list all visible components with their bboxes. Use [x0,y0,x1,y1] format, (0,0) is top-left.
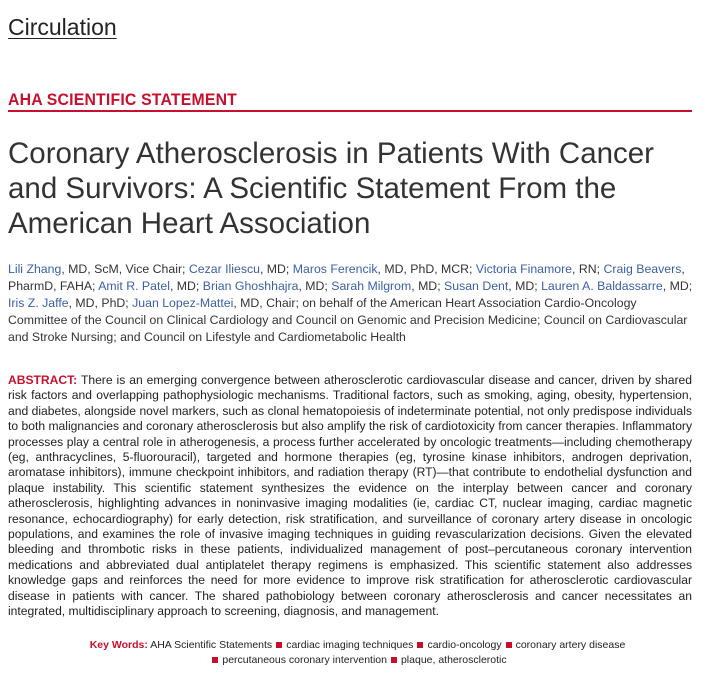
author-link[interactable]: Cezar Iliescu [188,262,260,276]
author-credentials: , MD; [259,262,293,276]
keyword[interactable]: coronary artery disease [515,639,626,651]
author-link[interactable]: Maros Ferencik [292,262,378,276]
square-bullet-icon [391,657,397,663]
author-credentials: , RN; [572,262,604,276]
author-link[interactable]: Lili Zhang [8,262,62,276]
keywords [0,638,715,668]
author-credentials: , MD, ScM, Vice Chair; [61,262,189,276]
section-label: AHA SCIENTIFIC STATEMENT [8,90,238,109]
abstract-text: There is an emerging convergence between atherosclerotic cardiovascular disease and cancer, driven by shared risk factors and overlapping pathophysiologic mechanisms. Traditional factors, such as smoking, aging, obesity, hypertension, and diabetes, alongside novel markers, such as clonal hematopoiesis of indeterminate potential, not only predispose individuals to both malignancies and coronary atherosclerosis but also amplify the risk of cardiotoxicity from cancer therapies. Inflammatory processes play a central role in atherogenesis, a process further accelerated by oncologic treatments—including chemotherapy (eg, anthracyclines, 5-fluorouracil), targeted and hormone therapies (eg, tyrosine kinase inhibitors, androgen deprivation, aromatase inhibitors), immune checkpoint inhibitors, and radiation therapy (RT)—that contribute to endothelial dysfunction and plaque instability. This scientific statement synthesizes the evidence on the interplay between cancer and coronary atherosclerosis, highlighting advances in noninvasive imaging modalities (ie, cardiac CT, nuclear imaging, cardiac magnetic resonance, echocardiography) for early detection, risk stratification, and surveillance of coronary artery disease in oncologic populations, and examines the role of invasive imaging techniques in guiding revascularization decisions. Given the elevated bleeding and thrombotic risks in these patients, individualized management of post–percutaneous coronary intervention medications and abbreviated dual antiplatelet therapy regimens is emphasized. This scientific statement also addresses knowledge gaps and reinforces the need for more evidence to improve risk stratification for atherosclerotic cardiovascular disease in patients with cancer. The shared pathobiology between coronary atherosclerosis and cancer necessitates an integrated, multidisciplinary approach to screening, diagnosis, and management. [8,373,692,619]
keywords-label: Key Words: [89,639,148,651]
author-link[interactable]: Lauren A. Baldassarre [541,279,663,293]
keyword[interactable]: percutaneous coronary intervention [222,654,387,666]
author-credentials: , MD; [298,279,332,293]
author-link[interactable]: Craig Beavers [603,262,682,276]
author-credentials: , MD, PhD; [68,296,133,310]
square-bullet-icon [417,642,423,648]
article-title: Coronary Atherosclerosis in Patients With Cancer and Survivors: A Scientific Statement From the American Heart Association [8,137,654,240]
square-bullet-icon [506,642,512,648]
section-divider [8,110,692,112]
square-bullet-icon [212,657,218,663]
abstract-label: ABSTRACT: [8,373,78,387]
author-credentials: , MD; [508,279,542,293]
author-credentials: , MD; [411,279,445,293]
keyword[interactable]: plaque, atherosclerotic [400,654,507,666]
journal-name[interactable]: Circulation [8,14,117,40]
keyword[interactable]: AHA Scientific Statements [150,639,273,651]
author-credentials: , MD, Chair; on behalf of the American Heart Association Cardio-Oncology Committee of the Council on Clinical Cardiology and Council on Genomic and Precision Medicine; Council on Cardiovascular and Stroke Nursing; and Council on Lifestyle and Cardiometabolic Health [8,296,688,344]
author-link[interactable]: Iris Z. Jaffe [8,296,69,310]
author-credentials: , MD; [169,279,203,293]
keyword[interactable]: cardio-oncology [427,639,502,651]
square-bullet-icon [276,642,282,648]
author-link[interactable]: Juan Lopez-Mattei [132,296,234,310]
abstract [8,373,692,620]
author-link[interactable]: Victoria Finamore [475,262,573,276]
author-link[interactable]: Sarah Milgrom [331,279,412,293]
author-credentials: , MD, PhD, MCR; [377,262,476,276]
author-link[interactable]: Susan Dent [444,279,509,293]
author-credentials: , MD; [662,279,693,293]
author-credentials: , PharmD, FAHA; [8,262,685,293]
author-link[interactable]: Brian Ghoshhajra [202,279,299,293]
author-link[interactable]: Amit R. Patel [98,279,170,293]
keyword[interactable]: cardiac imaging techniques [286,639,414,651]
author-list [8,261,698,346]
